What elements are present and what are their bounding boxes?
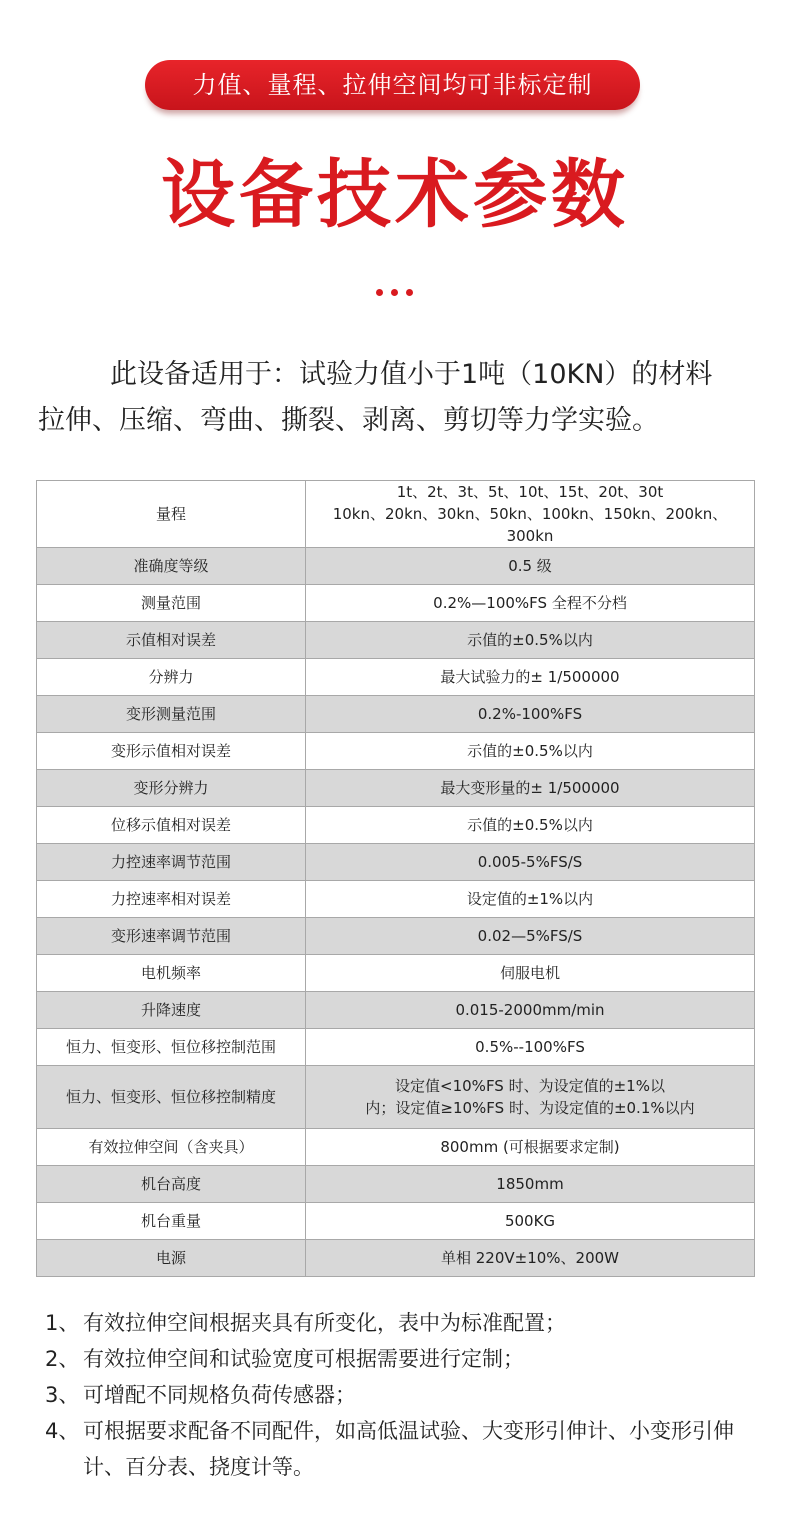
param-value [306,770,755,807]
param-value [306,659,755,696]
param-name: 有效拉伸空间（含夹具） [37,1129,306,1166]
table-row [37,918,755,955]
param-value-line: 示值的±0.5%以内 [467,631,593,649]
param-name: 机台高度 [37,1166,306,1203]
param-name: 量程 [37,481,306,548]
param-value [306,733,755,770]
table-row [37,955,755,992]
table-row [37,1129,755,1166]
table-row [37,1166,755,1203]
param-value-line: 0.2%—100%FS 全程不分档 [433,594,627,612]
note-item [45,1305,745,1341]
note-number: 4、 [45,1419,80,1443]
table-row [37,548,755,585]
param-name: 变形示值相对误差 [37,733,306,770]
table-row [37,733,755,770]
param-value [306,881,755,918]
param-name: 电源 [37,1240,306,1277]
param-name: 升降速度 [37,992,306,1029]
table-row [37,992,755,1029]
param-value [306,585,755,622]
param-value [306,955,755,992]
table-row [37,481,755,548]
param-name: 力控速率相对误差 [37,881,306,918]
param-value-line: 单相 220V±10%、200W [440,1249,620,1267]
intro-text [38,352,758,444]
table-row [37,659,755,696]
note-item [45,1413,745,1485]
spec-table [36,480,755,1277]
note-text: 可增配不同规格负荷传感器； [83,1383,356,1407]
param-value-line: 800mm (可根据要求定制) [440,1138,620,1156]
param-value [306,1240,755,1277]
page-title: 设备技术参数 [161,152,629,238]
param-name: 示值相对误差 [37,622,306,659]
param-value-line: 示值的±0.5%以内 [467,742,593,760]
param-value [306,1203,755,1240]
param-name: 力控速率调节范围 [37,844,306,881]
table-row [37,1029,755,1066]
param-value-line: 最大变形量的± 1/500000 [440,779,620,797]
note-item [45,1341,745,1377]
param-value [306,696,755,733]
table-row [37,1066,755,1129]
table-row [37,807,755,844]
param-value-line: 500KG [504,1212,556,1230]
param-value-line: 内；设定值≥10%FS 时、为设定值的±0.1%以内 [365,1099,695,1117]
param-value [306,1029,755,1066]
note-number: 2、 [45,1347,80,1371]
table-row [37,1240,755,1277]
param-value [306,481,755,548]
param-value-line: 0.015-2000mm/min [455,1001,605,1019]
param-value [306,844,755,881]
note-text: 有效拉伸空间和试验宽度可根据需要进行定制； [83,1347,524,1371]
dot-icon [376,289,383,296]
param-name: 准确度等级 [37,548,306,585]
param-value [306,918,755,955]
param-value [306,1066,755,1129]
note-number: 1、 [45,1311,80,1335]
param-name: 测量范围 [37,585,306,622]
note-item [45,1377,745,1413]
param-name: 电机频率 [37,955,306,992]
table-row [37,696,755,733]
param-value-line: 示值的±0.5%以内 [467,816,593,834]
decorative-dots [376,289,416,299]
param-value-line: 伺服电机 [499,964,560,982]
param-value-line: 1850mm [496,1175,564,1193]
custom-banner: 力值、量程、拉伸空间均可非标定制 [145,60,640,110]
param-name: 机台重量 [37,1203,306,1240]
notes-list [45,1305,745,1485]
table-row [37,770,755,807]
param-name: 分辨力 [37,659,306,696]
param-name: 变形速率调节范围 [37,918,306,955]
param-value-line: 10kn、20kn、30kn、50kn、100kn、150kn、200kn、300kn [332,505,728,545]
dot-icon [391,289,398,296]
table-row [37,585,755,622]
intro-line-2: 拉伸、压缩、弯曲、撕裂、剥离、剪切等力学实验。 [38,405,659,436]
note-text: 可根据要求配备不同配件，如高低温试验、大变形引伸计、小变形引伸计、百分表、挠度计等。 [83,1419,734,1479]
intro-line-1: 此设备适用于：试验力值小于1吨（10KN）的材料 [110,359,713,390]
param-name: 位移示值相对误差 [37,807,306,844]
param-value [306,1166,755,1203]
param-value [306,548,755,585]
table-row [37,881,755,918]
param-value-line: 最大试验力的± 1/500000 [440,668,620,686]
param-value-line: 0.2%-100%FS [477,705,583,723]
note-text: 有效拉伸空间根据夹具有所变化，表中为标准配置； [83,1311,566,1335]
param-name: 变形分辨力 [37,770,306,807]
param-value-line: 设定值<10%FS 时、为设定值的±1%以 [395,1077,665,1095]
param-value [306,622,755,659]
param-value [306,992,755,1029]
param-value-line: 0.005-5%FS/S [477,853,583,871]
param-name: 恒力、恒变形、恒位移控制范围 [37,1029,306,1066]
dot-icon [406,289,413,296]
param-value-line: 1t、2t、3t、5t、10t、15t、20t、30t [396,483,664,501]
param-value [306,807,755,844]
table-row [37,1203,755,1240]
param-value-line: 0.5 级 [508,557,552,575]
table-row [37,844,755,881]
param-value-line: 设定值的±1%以内 [466,890,594,908]
param-value-line: 0.5%--100%FS [475,1038,585,1056]
param-name: 变形测量范围 [37,696,306,733]
param-name: 恒力、恒变形、恒位移控制精度 [37,1066,306,1129]
note-number: 3、 [45,1383,80,1407]
param-value-line: 0.02—5%FS/S [477,927,583,945]
table-row [37,622,755,659]
param-value [306,1129,755,1166]
